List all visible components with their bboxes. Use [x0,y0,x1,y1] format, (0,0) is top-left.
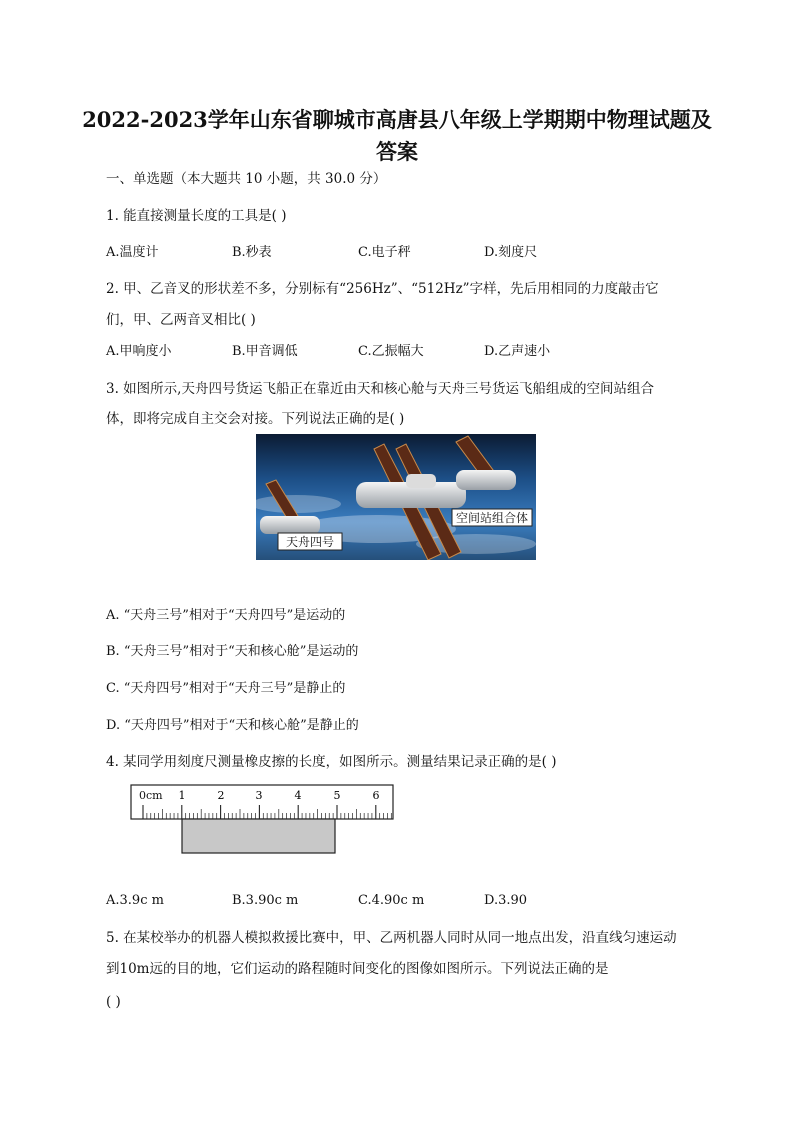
cargo-module [456,470,516,490]
q1-option-d: D.刻度尺 [484,245,538,260]
question-1-stem: 1. 能直接测量长度的工具是( ) [106,208,287,224]
q2-option-d: D.乙声速小 [484,344,551,359]
question-2-stem-line-2: 们，甲、乙两音叉相比( ) [106,312,256,328]
docking-node [406,474,436,488]
q3-option-b: B. “天舟三号”相对于“天和核心舱”是运动的 [106,644,359,659]
q2-option-a: A.甲响度小 [106,344,172,359]
ruler-tick-label: 4 [294,789,302,802]
ruler-tick-label: 2 [217,789,225,802]
space-station-illustration [256,434,536,560]
q1-option-b: B.秒表 [232,245,272,260]
q4-option-d: D.3.90 [484,893,528,908]
ruler-tick-label: 3 [255,789,263,802]
question-5-stem-line-2: 到10m远的目的地，它们运动的路程随时间变化的图像如图所示。下列说法正确的是 [106,961,609,977]
question-5-stem-line-1: 5. 在某校举办的机器人模拟救援比赛中，甲、乙两机器人同时从同一地点出发，沿直线匀速运动 [106,930,677,946]
q3-option-a: A. “天舟三号”相对于“天舟四号”是运动的 [106,608,346,623]
station-label: 空间站组合体 [455,511,529,525]
question-2-stem-line-1: 2. 甲、乙音叉的形状差不多，分别标有“256Hz”、“512Hz”字样，先后用相同的力度敲击它 [106,281,659,297]
q1-option-c: C.电子秤 [358,245,411,260]
q3-option-d: D. “天舟四号”相对于“天和核心舱”是静止的 [106,718,359,733]
question-4-stem: 4. 某同学用刻度尺测量橡皮擦的长度，如图所示。测量结果记录正确的是( ) [106,754,557,770]
ruler-tick-label: 6 [372,789,380,802]
q2-option-b: B.甲音调低 [232,344,298,359]
ruler-unit-label: 0cm [139,789,163,802]
ruler-illustration [130,784,395,856]
q4-option-a: A.3.9c m [106,893,164,908]
question-3-stem-line-2: 体，即将完成自主交会对接。下列说法正确的是( ) [106,411,405,427]
ruler-figure [130,784,395,856]
question-5-stem-line-3: ( ) [106,994,121,1010]
q4-option-c: C.4.90c m [358,893,425,908]
ruler-tick-label: 1 [178,789,186,802]
section-header: 一、单选题（本大题共 10 小题，共 30.0 分） [106,171,387,187]
space-station-photo [256,434,536,560]
ruler-tick-label: 5 [333,789,341,802]
approaching-spacecraft [260,516,320,534]
ship-label: 天舟四号 [285,535,335,549]
page-title [80,104,714,168]
q3-option-c: C. “天舟四号”相对于“天舟三号”是静止的 [106,681,346,696]
title-line-2: 答案 [376,139,418,164]
q2-option-c: C.乙振幅大 [358,344,424,359]
q1-option-a: A.温度计 [106,245,159,260]
title-line-1: 2022-2023学年山东省聊城市高唐县八年级上学期期中物理试题及 [82,107,712,132]
question-3-stem-line-1: 3. 如图所示,天舟四号货运飞船正在靠近由天和核心舱与天舟三号货运飞船组成的空间站组合 [106,381,654,397]
eraser [182,819,335,853]
q4-option-b: B.3.90c m [232,893,299,908]
